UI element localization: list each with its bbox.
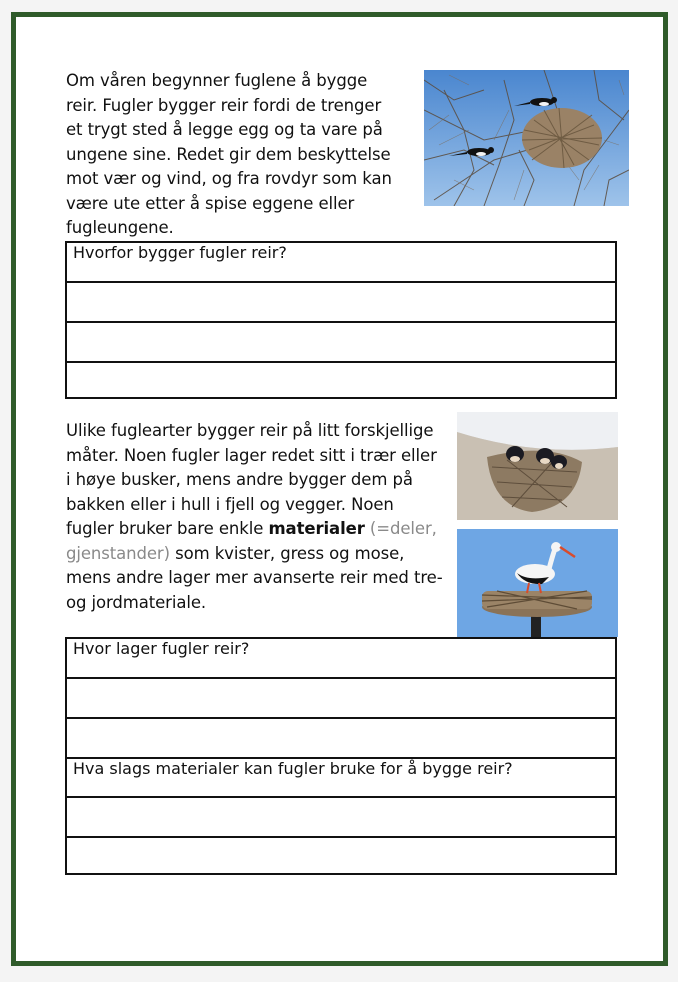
answer-line[interactable]: [67, 363, 615, 399]
keyword-materialer: materialer: [268, 519, 365, 538]
paragraph-text-after: som kvister, gress og mose, mens andre lager mer avanserte reir med tre- og jordmateriale.: [66, 543, 443, 612]
answer-line[interactable]: [67, 283, 615, 323]
question-why-build-nests: Hvorfor bygger fugler reir?: [73, 243, 287, 262]
gloss-definition: (=deler, gjenstander): [66, 519, 437, 563]
answer-box-where-and-materials: [65, 637, 617, 875]
magpie-nest-photo: [424, 70, 629, 206]
question-row: [67, 243, 615, 283]
answer-line[interactable]: [67, 838, 615, 875]
worksheet-page: [11, 12, 668, 966]
answer-box-why: [65, 241, 617, 399]
paragraph-text-before: Ulike fuglearter bygger reir på litt forskjellige måter. Noen fugler lager redet sitt i trær eller i høye busker, mens andre bygger dem på bakken eller i hull i fjell og vegger. Noen fugler bruker bare enkle: [66, 421, 437, 538]
answer-line[interactable]: [67, 323, 615, 363]
question-materials: Hva slags materialer kan fugler bruke for å bygge reir?: [73, 759, 513, 778]
stork-nest-photo: [457, 529, 618, 637]
answer-line[interactable]: [67, 719, 615, 759]
question-row: [67, 759, 615, 798]
answer-line[interactable]: [67, 679, 615, 719]
question-row: [67, 639, 615, 679]
swallow-nest-photo: [457, 412, 618, 520]
nest-types-paragraph: [66, 419, 446, 615]
intro-paragraph: Om våren begynner fuglene å bygge reir. Fugler bygger reir fordi de trenger et trygt sted å legge egg og ta vare på ungene sine. Redet gir dem beskyttelse mot vær og vind, og fra rovdyr som kan være ute etter å spise eggene eller fugleungene.: [66, 71, 392, 237]
question-where-nests: Hvor lager fugler reir?: [73, 639, 250, 658]
answer-line[interactable]: [67, 798, 615, 838]
